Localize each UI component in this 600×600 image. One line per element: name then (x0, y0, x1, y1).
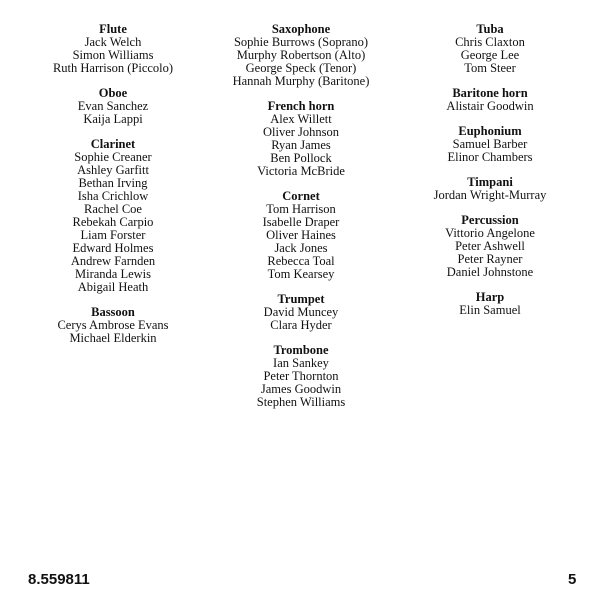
player-name: Daniel Johnstone (446, 265, 534, 279)
instrument-heading: Trumpet (277, 292, 325, 306)
player-name: Samuel Barber (452, 137, 528, 151)
player-name: Oliver Haines (266, 228, 336, 242)
instrument-heading: Trombone (273, 343, 329, 357)
instrument-section (405, 86, 575, 113)
instrument-section (28, 137, 198, 294)
player-name: Vittorio Angelone (445, 226, 535, 240)
instrument-section (213, 99, 389, 178)
player-name: Kaija Lappi (83, 112, 143, 126)
player-name: Murphy Robertson (Alto) (236, 48, 366, 62)
instrument-section (28, 22, 198, 75)
player-name: Sophie Creaner (74, 150, 152, 164)
player-name: Ian Sankey (273, 356, 329, 370)
player-name: Peter Rayner (457, 252, 523, 266)
roster-column-3 (405, 22, 575, 328)
player-name: Rachel Coe (84, 202, 142, 216)
player-name: George Lee (460, 48, 520, 62)
player-name: Miranda Lewis (74, 267, 152, 281)
player-name: Isha Crichlow (77, 189, 149, 203)
player-name: Alex Willett (270, 112, 332, 126)
player-name: Oliver Johnson (262, 125, 340, 139)
player-name: Jack Jones (274, 241, 328, 255)
player-name: Jack Welch (84, 35, 142, 49)
player-name: Rebecca Toal (267, 254, 335, 268)
instrument-heading: Saxophone (271, 22, 331, 36)
player-name: Bethan Irving (78, 176, 148, 190)
player-name: Peter Ashwell (455, 239, 525, 253)
player-name: Tom Steer (464, 61, 516, 75)
instrument-section (405, 175, 575, 202)
instrument-heading: Baritone horn (452, 86, 528, 100)
player-name: Ashley Garfitt (77, 163, 149, 177)
player-name: Rebekah Carpio (72, 215, 154, 229)
orchestra-roster (0, 22, 600, 542)
instrument-section (28, 305, 198, 345)
player-name: Ruth Harrison (Piccolo) (52, 61, 174, 75)
instrument-heading: Timpani (467, 175, 513, 189)
instrument-section (405, 22, 575, 75)
player-name: Sophie Burrows (Soprano) (233, 35, 368, 49)
player-name: Jordan Wright-Murray (433, 188, 547, 202)
player-name: Evan Sanchez (77, 99, 149, 113)
player-name: Andrew Farnden (70, 254, 156, 268)
player-name: Stephen Williams (256, 395, 346, 409)
instrument-heading: French horn (267, 99, 335, 113)
player-name: Peter Thornton (263, 369, 339, 383)
player-name: Victoria McBride (257, 164, 345, 178)
catalogue-number: 8.559811 (28, 571, 90, 588)
player-name: Tom Kearsey (267, 267, 335, 281)
page-number: 5 (568, 571, 577, 588)
player-name: Tom Harrison (266, 202, 336, 216)
player-name: Alistair Goodwin (446, 99, 534, 113)
player-name: Ryan James (271, 138, 331, 152)
instrument-section (213, 292, 389, 332)
player-name: Clara Hyder (270, 318, 332, 332)
instrument-heading: Euphonium (458, 124, 522, 138)
instrument-section (28, 86, 198, 126)
instrument-heading: Percussion (461, 213, 519, 227)
instrument-section (213, 343, 389, 409)
player-name: George Speck (Tenor) (245, 61, 357, 75)
instrument-section (213, 189, 389, 281)
instrument-heading: Bassoon (91, 305, 135, 319)
instrument-section (405, 290, 575, 317)
instrument-heading: Tuba (476, 22, 504, 36)
player-name: Elin Samuel (459, 303, 521, 317)
instrument-heading: Clarinet (90, 137, 136, 151)
player-name: Edward Holmes (72, 241, 154, 255)
instrument-section (405, 213, 575, 279)
instrument-heading: Cornet (282, 189, 320, 203)
player-name: David Muncey (263, 305, 339, 319)
player-name: Liam Forster (80, 228, 146, 242)
player-name: Ben Pollock (270, 151, 332, 165)
player-name: Cerys Ambrose Evans (57, 318, 169, 332)
player-name: Abigail Heath (77, 280, 149, 294)
roster-column-2 (213, 22, 389, 420)
instrument-section (213, 22, 389, 88)
instrument-heading: Harp (475, 290, 505, 304)
player-name: Elinor Chambers (447, 150, 533, 164)
roster-column-1 (28, 22, 198, 356)
instrument-section (405, 124, 575, 164)
player-name: Hannah Murphy (Baritone) (232, 74, 370, 88)
instrument-heading: Oboe (98, 86, 128, 100)
player-name: Isabelle Draper (262, 215, 340, 229)
player-name: James Goodwin (260, 382, 342, 396)
player-name: Michael Elderkin (69, 331, 157, 345)
player-name: Simon Williams (72, 48, 154, 62)
player-name: Chris Claxton (455, 35, 525, 49)
instrument-heading: Flute (99, 22, 127, 36)
